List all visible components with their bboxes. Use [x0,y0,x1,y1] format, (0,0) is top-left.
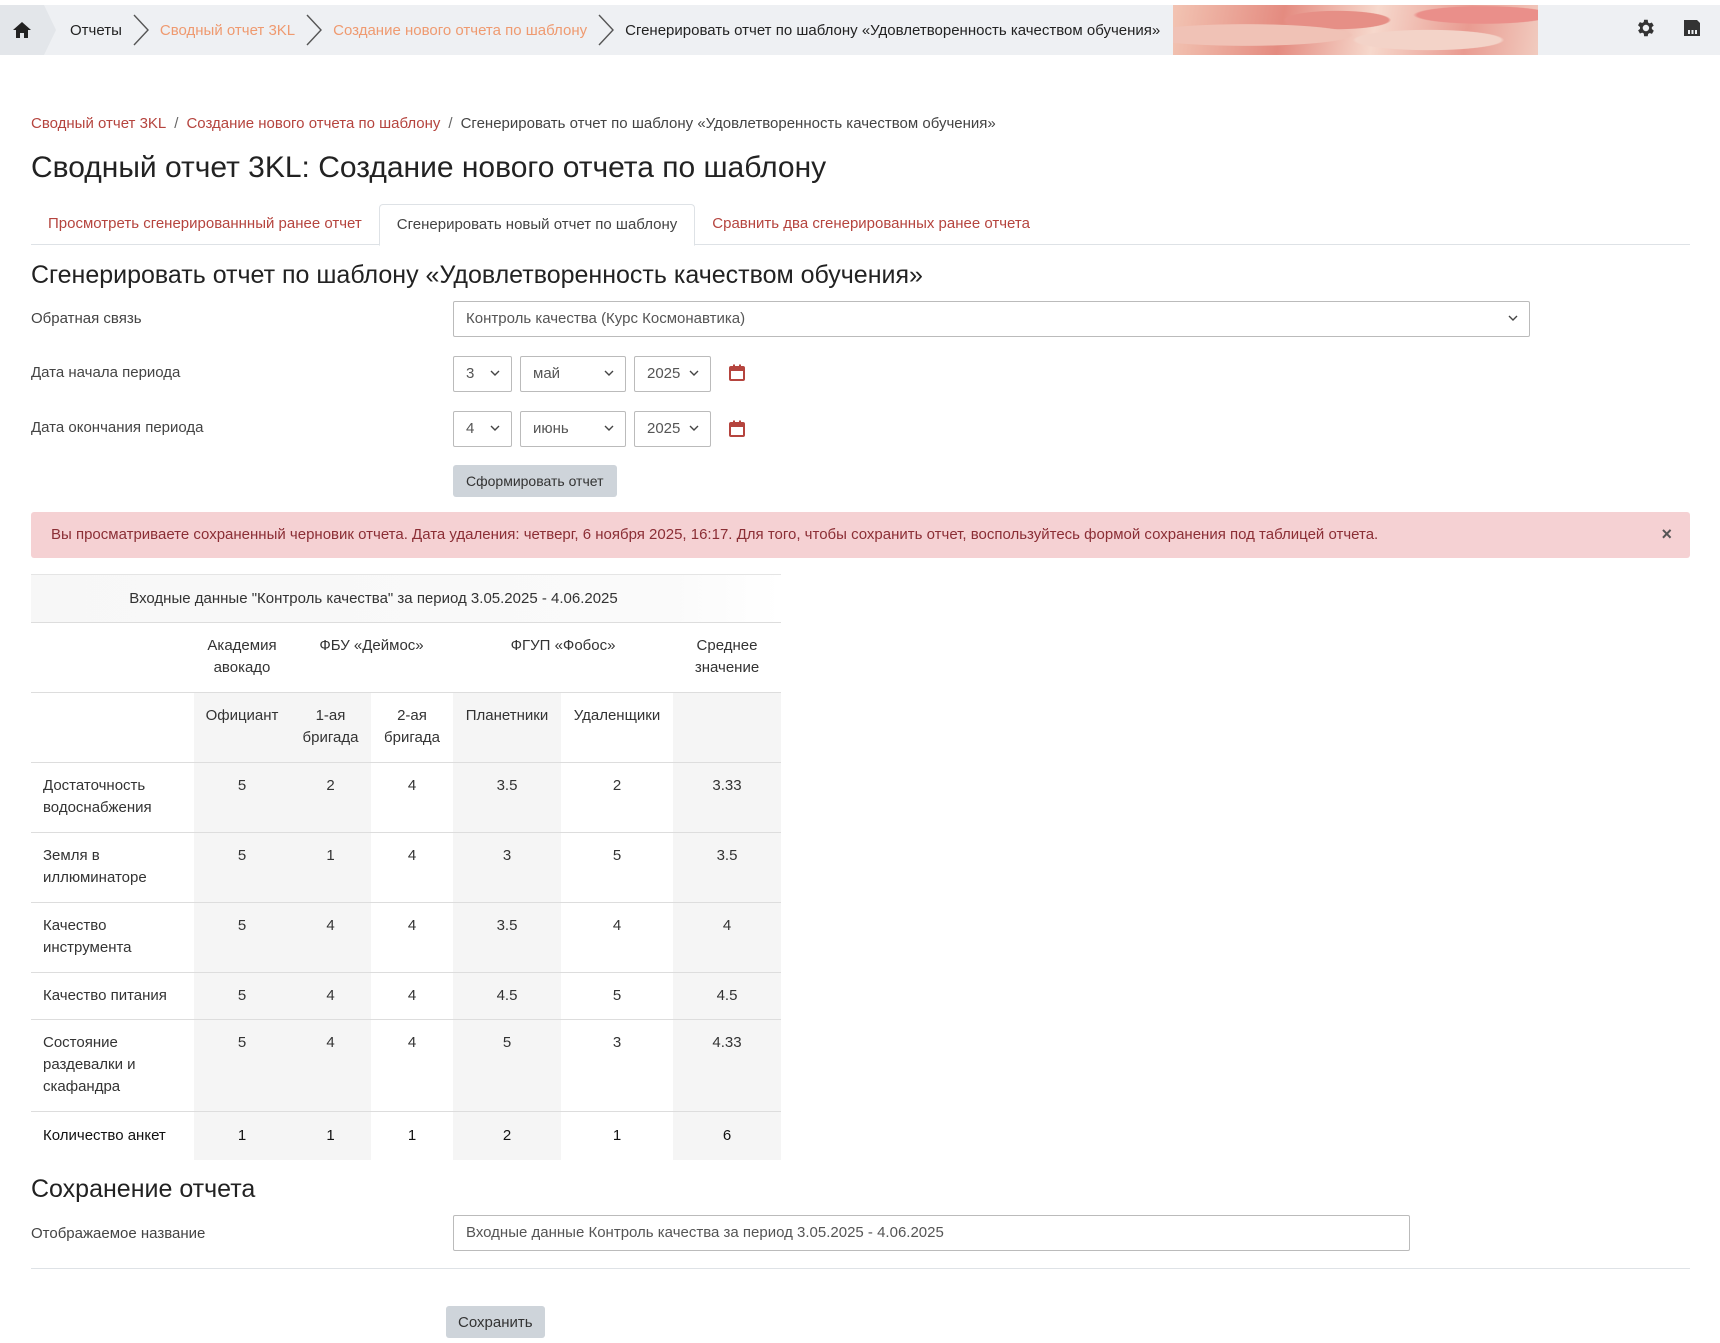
table-cell: 5 [453,1020,561,1112]
chevron-down-icon [603,367,615,379]
row-label: Достаточность водоснабжения [31,763,194,833]
table-cell: 4 [290,973,371,1020]
header-sub-remote: Удаленщики [561,693,673,763]
table-cell: 4.33 [673,1020,781,1112]
chevron-down-icon [688,367,700,379]
start-day-value: 3 [466,365,475,382]
chevron-down-icon [603,422,615,434]
breadcrumb [31,115,996,132]
end-date-label: Дата окончания периода [31,419,204,436]
table-row [31,903,781,973]
header-sub-planetniki: Планетники [453,693,561,763]
report-table [31,574,781,1160]
tab-bar [31,204,1690,245]
header-group-average: Среднее значение [673,623,781,693]
table-cell: 4 [561,903,673,973]
table-cell: 3.5 [673,833,781,903]
header-group-deimos: ФБУ «Деймос» [290,623,453,693]
table-cell: 4 [371,903,453,973]
save-section-title: Сохранение отчета [31,1175,256,1203]
save-button[interactable]: Сохранить [446,1306,545,1338]
close-icon[interactable]: × [1661,524,1672,544]
display-name-input[interactable]: Входные данные Контроль качества за период 3.05.2025 - 4.06.2025 [453,1215,1410,1251]
table-cell: 2 [290,763,371,833]
chevron-down-icon [489,367,501,379]
table-cell: 1 [407,1126,417,1144]
chevron-down-icon [1507,312,1519,324]
table-cell: 3.5 [453,763,561,833]
chevron-right-icon [303,5,325,55]
top-crumb-reports[interactable]: Отчеты [70,21,122,39]
page-title: Сводный отчет 3KL: Создание нового отчета по шаблону [31,151,827,184]
table-cell: 4 [673,903,781,973]
end-year-value: 2025 [647,420,681,437]
top-crumb-current: Сгенерировать отчет по шаблону «Удовлетворенность качеством обучения» [625,21,1161,39]
table-cell: 5 [194,973,290,1020]
breadcrumb-separator: / [174,115,179,132]
start-year-value: 2025 [647,365,681,382]
table-cell: 4 [290,1020,371,1112]
table-cell: 1 [290,833,371,903]
home-icon [12,20,32,40]
table-cell: 3.33 [673,763,781,833]
table-cell: 5 [194,903,290,973]
table-cell: 4 [371,973,453,1020]
table-total-row [31,1112,781,1160]
sd-card-icon[interactable] [1682,18,1702,42]
divider [31,1268,1690,1269]
header-group-avocado: Академия авокадо [194,623,290,693]
section-title: Сгенерировать отчет по шаблону «Удовлетворенность качеством обучения» [31,261,923,289]
header-sub-brigade-1: 1-ая бригада [290,693,371,763]
breadcrumb-current: Сгенерировать отчет по шаблону «Удовлетворенность качеством обучения» [460,115,996,132]
table-cell: 5 [194,763,290,833]
breadcrumb-create[interactable]: Создание нового отчета по шаблону [186,115,441,132]
display-name-label: Отображаемое название [31,1225,206,1242]
table-cell: 3 [561,1020,673,1112]
alert-text: Вы просматриваете сохраненный черновик отчета. Дата удаления: четверг, 6 ноября 2025, 16:17. Для того, чтобы сохранить отчет, воспользуйтесь формой сохранения под таблицей отчета. [51,526,1379,543]
chevron-down-icon [489,422,501,434]
tab-view-previous[interactable]: Просмотреть сгенерированнный ранее отчет [48,215,362,232]
header-group-phobos: ФГУП «Фобос» [453,623,673,693]
calendar-icon[interactable] [729,364,745,381]
table-header-empty [31,623,194,693]
row-label: Состояние раздевалки и скафандра [31,1020,194,1112]
generate-report-button[interactable]: Сформировать отчет [453,465,617,497]
home-button[interactable] [0,5,44,55]
table-cell: 4 [290,903,371,973]
table-cell: 5 [561,973,673,1020]
table-caption-text: Входные данные "Контроль качества" за период 3.05.2025 - 4.06.2025 [129,589,618,607]
gear-icon[interactable] [1634,17,1656,43]
row-label: Качество инструмента [31,903,194,973]
table-row [31,833,781,903]
tab-compare[interactable]: Сравнить два сгенерированных ранее отчета [712,215,1030,232]
feedback-label: Обратная связь [31,310,142,327]
end-month-value: июнь [533,420,569,437]
table-cell: 4 [371,763,453,833]
breadcrumb-separator: / [448,115,453,132]
tab-generate-new[interactable]: Сгенерировать новый отчет по шаблону [379,204,696,246]
start-day-select[interactable] [453,356,512,392]
row-label: Качество питания [31,973,194,1020]
top-breadcrumb [44,5,1160,55]
table-caption [31,575,781,623]
table-row [31,973,781,1020]
table-cell: 4 [371,833,453,903]
table-group-header-row [31,623,781,693]
end-month-select[interactable] [520,411,626,447]
feedback-select[interactable] [453,301,1530,337]
decorative-banner [1173,5,1538,55]
table-cell: 4.5 [453,973,561,1020]
table-caption-row [31,575,781,623]
table-cell: 4.5 [673,973,781,1020]
top-crumb-create[interactable]: Создание нового отчета по шаблону [333,21,588,39]
row-label: Земля в иллюминаторе [31,833,194,903]
table-cell: 6 [673,1112,781,1160]
chevron-right-icon [595,5,617,55]
table-subgroup-header-row [31,693,781,763]
end-year-select[interactable] [634,411,711,447]
end-day-select[interactable] [453,411,512,447]
end-day-value: 4 [466,420,475,437]
table-header-empty [31,693,194,763]
table-cell: 2 [561,763,673,833]
total-label: Количество анкет [43,1126,166,1144]
start-year-select[interactable] [634,356,711,392]
table-cell: 5 [194,1020,290,1112]
top-nav-bar [0,5,1720,55]
table-cell: 4 [371,1020,453,1112]
table-cell: 3 [453,833,561,903]
table-cell: 2 [453,1112,561,1160]
header-sub-brigade-2: 2-ая бригада [371,693,453,763]
table-cell: 5 [194,833,290,903]
header-sub-average [673,693,781,763]
header-sub-waiter: Официант [194,693,290,763]
table-cell: 1 [290,1112,371,1160]
table-row [31,1020,781,1112]
calendar-icon[interactable] [729,420,745,437]
table-cell: 1 [612,1126,622,1144]
breadcrumb-summary[interactable]: Сводный отчет 3KL [31,115,167,132]
table-cell: 3.5 [453,903,561,973]
table-row [31,763,781,833]
table-cell: 5 [561,833,673,903]
top-crumb-summary[interactable]: Сводный отчет 3KL [159,21,296,39]
start-date-label: Дата начала периода [31,364,181,381]
start-month-value: май [533,365,561,382]
feedback-select-value: Контроль качества (Курс Космонавтика) [466,310,746,327]
chevron-right-icon [130,5,152,55]
chevron-down-icon [688,422,700,434]
start-month-select[interactable] [520,356,626,392]
table-cell: 1 [194,1112,290,1160]
draft-alert [31,512,1690,558]
